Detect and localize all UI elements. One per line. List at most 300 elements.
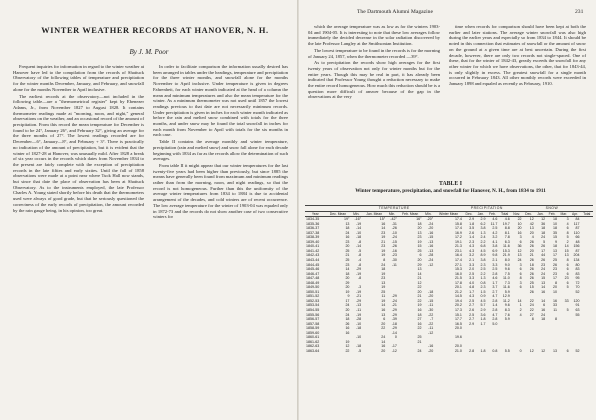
table-cell: -24 (391, 235, 397, 240)
table-cell: 11 (381, 294, 386, 299)
table-cell: 26 (345, 321, 350, 326)
table-cell: 24 (345, 230, 350, 235)
table-cell: 4.8 (469, 285, 475, 290)
table-column-header: Winter Mean (434, 211, 463, 217)
table-cell: 1840-41 (306, 244, 320, 249)
table-cell: 8 (566, 258, 569, 263)
table-cell: 2.5 (480, 267, 486, 272)
table-cell: 21 (417, 339, 422, 344)
table-cell: 14 (517, 298, 522, 303)
table-cell: 36 (541, 221, 546, 226)
table-cell: 9.6 (504, 267, 510, 272)
table-cell: 16.0 (454, 271, 462, 276)
table-cell: 2.5 (469, 298, 475, 303)
table-cell: -22 (428, 312, 434, 317)
right-column-2 (449, 24, 586, 88)
table-cell: 0 (519, 348, 522, 353)
table-cell: 8 (519, 276, 522, 281)
table-cell: 9.8 (492, 253, 498, 258)
table-cell: 21.5 (454, 276, 462, 281)
table-column-header: Min. (423, 211, 435, 217)
table-cell: 2.3 (469, 239, 475, 244)
table-cell: 24 (541, 312, 546, 317)
table-cell: 2 (566, 239, 569, 244)
table-cell: 19 (381, 248, 386, 253)
table-cell: 20 (417, 258, 422, 263)
table-cell: 23 (381, 244, 386, 249)
table-cell: 8 (383, 258, 386, 263)
table-cell: 21 (381, 239, 386, 244)
table-cell: 1856-57 (306, 317, 320, 322)
table-column-header: Dec. Mean (326, 211, 351, 217)
table-cell: 16 (417, 308, 422, 313)
table-cell: 16.4 (454, 253, 462, 258)
table-cell: 24 (529, 303, 534, 308)
paragraph: The lowest temperature to be found in the records is for the morning of January 24, 1857, when the thermometer recorded —39°. (308, 47, 440, 59)
table-cell: 19 (381, 271, 386, 276)
table-cell: 13 (517, 253, 522, 258)
table-cell: 26 (529, 258, 534, 263)
table-cell: 16 (381, 221, 386, 226)
table-cell: 2.5 (469, 312, 475, 317)
table-cell: 25 (381, 289, 386, 294)
right-page (299, 0, 596, 420)
table-cell: 13 (529, 226, 534, 231)
table-cell: 20 (381, 348, 386, 353)
table-cell: -30 (428, 308, 434, 313)
table-cell: 7.6 (504, 312, 510, 317)
table-cell: 15.3 (502, 248, 510, 253)
table-cell: -29 (355, 298, 362, 303)
table-cell: 6 (566, 226, 569, 231)
table-cell: 18 (417, 221, 422, 226)
table-cell: 4.6 (492, 217, 498, 222)
table-cell: -16 (428, 230, 434, 235)
table-cell: 11 (553, 308, 557, 313)
table-cell: 16 (381, 344, 386, 349)
table-cell: 0 (394, 335, 397, 340)
table-cell: 15.3 (454, 267, 462, 272)
table-cell: 24 (541, 235, 546, 240)
table-cell: 7.3 (504, 280, 510, 285)
table-cell: 26 (541, 258, 546, 263)
table-cell: 1861-62 (306, 339, 320, 344)
table-cell: 6 (566, 348, 569, 353)
table-cell: 24 (345, 312, 350, 317)
table-cell: 17 (541, 248, 546, 253)
table-cell: 2.5 (492, 267, 498, 272)
table-cell: 8.8 (504, 226, 510, 231)
table-cell: 2.8 (492, 317, 498, 322)
table-cell: 20 (345, 244, 350, 249)
table-cell: 1858-59 (306, 326, 320, 331)
table-cell: 20 (417, 226, 422, 231)
table-cell: 16.5 (454, 321, 462, 326)
table-cell: 22 (417, 326, 422, 331)
table-cell: 11.0 (503, 276, 510, 281)
table-cell: -19 (355, 221, 362, 226)
table-cell: 55 (575, 312, 580, 317)
table-cell: 16 (541, 289, 546, 294)
table-cell: 8 (531, 317, 534, 322)
table-cell: 8.0 (504, 258, 510, 263)
table-cell: 66 (575, 235, 580, 240)
table-cell: -18 (355, 235, 362, 240)
table-column-header: Year (305, 211, 326, 217)
table-cell: 3.8 (480, 226, 486, 231)
table-cell: 12 (345, 344, 350, 349)
table-cell: 72 (575, 280, 580, 285)
table-cell: 15 (552, 235, 557, 240)
table-cell: -8 (357, 262, 362, 267)
table-cell: 17 (345, 298, 350, 303)
table-cell: 3.8 (480, 258, 486, 263)
table-cell: 5.0 (492, 321, 498, 326)
table-column-header: Jan. (475, 211, 486, 217)
table-cell: 3.8 (492, 244, 498, 249)
table-cell: 110 (573, 230, 580, 235)
table-cell: 3 (566, 217, 569, 222)
table-cell: 12 (541, 348, 546, 353)
table-cell: 1847-48 (306, 276, 320, 281)
table-cell: 22 (381, 326, 386, 331)
table-cell: 83 (575, 271, 580, 276)
table-column-header: Dec. (523, 211, 535, 217)
table-cell: -31 (391, 221, 397, 226)
table-cell: 6.3 (504, 239, 510, 244)
paragraph: Table II contains the average monthly and winter temperature, precipitation (rain and melted snow) and snow fall alone for each decade beginning with 1834 as far as the records allow the determination of such averages. (153, 139, 288, 162)
table-cell: 14 (345, 267, 350, 272)
table-cell: 13 (381, 280, 386, 285)
table-cell: -18 (428, 289, 434, 294)
table-cell: 2.1 (469, 258, 475, 263)
table-cell: -30 (391, 258, 397, 263)
table-cell: -12 (391, 348, 397, 353)
table-cell: -20 (428, 294, 434, 299)
table-cell: 6 (566, 267, 569, 272)
table-cell: 1851-52 (306, 294, 320, 299)
table-cell: 1841-42 (306, 248, 320, 253)
table-cell: 21.9 (502, 253, 510, 258)
table-cell: 10 (552, 289, 557, 294)
table-cell: 6 (419, 253, 422, 258)
table-cell: 21 (417, 294, 422, 299)
table-cell: -15 (428, 298, 434, 303)
table-cell: 4.7 (492, 294, 498, 299)
weather-table (305, 205, 593, 354)
table-cell: 20.0 (454, 344, 462, 349)
table-cell: 6.9 (492, 248, 498, 253)
table-cell: 2.2 (480, 239, 486, 244)
table-cell: -24 (391, 298, 397, 303)
table-cell: 4.7 (492, 312, 498, 317)
table-cell: -21 (391, 303, 397, 308)
table-cell: 2.5 (492, 226, 498, 231)
table-cell: 4 (566, 221, 569, 226)
table-cell: 29 (345, 280, 350, 285)
table-cell: 2.7 (469, 317, 475, 322)
table-cell: 23 (552, 267, 557, 272)
table-cell: 25 (417, 248, 422, 253)
table-cell: 7.5 (504, 271, 510, 276)
table-cell: 4.5 (480, 298, 486, 303)
table-cell: 1846-47 (306, 271, 320, 276)
table-cell: 1850-51 (306, 289, 320, 294)
table-cell: 16 (345, 326, 350, 331)
table-cell: 18 (552, 217, 557, 222)
table-cell: 6.2 (480, 221, 486, 226)
table-column-header: Feb. (486, 211, 498, 217)
table-cell: 23 (564, 276, 569, 281)
table-cell: 3.3 (492, 262, 498, 267)
table-cell: 14 (541, 285, 546, 290)
table-cell: 4.3 (469, 244, 475, 249)
table-cell: -16 (391, 248, 397, 253)
table-cell: 26 (529, 271, 534, 276)
paragraph: Frequent inquiries for information in regard to the winter weather at Hanover have led to the compilation from the records of Shattuck Observatory of the following tables of temperature and precipitation for the winter months December, January, and February, and snowfall alone for the months November to April inclusive. (13, 64, 145, 92)
table-cell: 8.9 (480, 253, 486, 258)
table-cell: -13 (428, 248, 434, 253)
table-cell: 1859-60 (306, 330, 320, 335)
table-cell: 19.1 (454, 239, 462, 244)
table-cell: 20 (381, 321, 386, 326)
table-cell: 15.1 (454, 312, 462, 317)
table-cell: 1849-50 (306, 285, 320, 290)
table-column-header: Total (498, 211, 510, 217)
table-cell: 3.2 (492, 235, 498, 240)
table-cell: 33 (564, 298, 569, 303)
table-cell: 19 (345, 339, 350, 344)
table-cell: 22 (517, 217, 522, 222)
table-cell: 18 (345, 226, 350, 231)
table-cell: 25 (345, 248, 350, 253)
table-column-header: Jan. Mean (362, 211, 386, 217)
table-cell: -7 (430, 317, 434, 322)
table-column-header: Total (580, 211, 593, 217)
table-cell: -14 (391, 330, 397, 335)
table-cell: 20.2 (454, 303, 462, 308)
table-cell: 4 (531, 235, 534, 240)
table-cell: -39 (391, 317, 397, 322)
table-cell: 27 (417, 317, 422, 322)
table-cell: 18 (345, 317, 350, 322)
table-cell: 24 (541, 267, 546, 272)
table-cell: 5 (566, 235, 569, 240)
table-cell: -26 (391, 244, 397, 249)
table-cell: 12 (529, 217, 534, 222)
table-cell: 17.3 (454, 308, 462, 313)
table-cell: 8.1 (504, 230, 510, 235)
table-cell: 19 (381, 235, 386, 240)
table-cell: 2.8 (469, 348, 475, 353)
table-cell: -22 (428, 321, 434, 326)
table-cell: 20 (417, 289, 422, 294)
table-cell: 14 (381, 303, 386, 308)
table-cell: 24 (541, 271, 546, 276)
table-cell: -29 (391, 326, 397, 331)
table-cell: 2.9 (480, 308, 486, 313)
table-cell: 25 (417, 335, 422, 340)
table-cell: 25 (529, 280, 534, 285)
table-cell: 0.8 (492, 348, 498, 353)
table-cell: 25 (345, 258, 350, 263)
table-cell: 26 (529, 276, 534, 281)
table-cell: -13 (355, 303, 362, 308)
table-cell: 35 (552, 230, 557, 235)
table-cell: 3 (519, 280, 522, 285)
table-cell: 2.3 (480, 285, 486, 290)
table-cell: -19 (355, 289, 362, 294)
table-cell: 1.4 (469, 235, 475, 240)
table-cell: 22 (417, 298, 422, 303)
table-cell: 6 (543, 303, 546, 308)
table-cell: 156 (573, 244, 580, 249)
table-cell: 2.9 (480, 217, 486, 222)
table-column-header: Feb. (546, 211, 558, 217)
table-cell: 26 (529, 239, 534, 244)
table-cell: -4 (357, 258, 362, 263)
table-cell: 20.1 (454, 285, 462, 290)
table-cell: 1 (519, 303, 522, 308)
table-cell: 23 (417, 235, 422, 240)
table-column-header: Apr. (570, 211, 581, 217)
table-cell: 2.6 (469, 308, 475, 313)
table-cell: 48 (575, 239, 580, 244)
table-cell: -14 (355, 244, 362, 249)
table-cell: 17.2 (454, 235, 462, 240)
table-cell: 11.6 (503, 244, 510, 249)
table-cell: 5 (566, 308, 569, 313)
table-cell: -28 (355, 317, 362, 322)
table-cell: 8.3 (504, 308, 510, 313)
table-cell: 1.5 (480, 289, 486, 294)
table-cell: 12 (517, 248, 522, 253)
table-cell: -18 (355, 344, 362, 349)
table-cell: 23 (552, 271, 557, 276)
table-column-header: Min. (386, 211, 398, 217)
table-cell: -11 (356, 308, 362, 313)
table-cell: 16 (552, 298, 557, 303)
table-cell: 13 (345, 221, 350, 226)
table-cell: 4.3 (469, 294, 475, 299)
table-cell: 21.2 (454, 289, 462, 294)
table-cell: 1.8 (480, 348, 486, 353)
table-cell: -10 (391, 230, 397, 235)
table-cell: 19.7 (502, 221, 510, 226)
table-cell: 19 (417, 239, 422, 244)
table-cell: 17.4 (454, 217, 462, 222)
table-cell: 6 (383, 317, 386, 322)
table-cell: 95 (575, 276, 580, 281)
table-cell: 4.3 (469, 248, 475, 253)
page-number: 231 (575, 9, 584, 15)
table-cell: 1.8 (469, 221, 475, 226)
table-cell: 14.5 (454, 294, 462, 299)
table-cell: 21 (529, 253, 534, 258)
table-cell: 19° (344, 217, 350, 222)
table-body (305, 217, 593, 354)
table-cell: -10 (355, 230, 362, 235)
table-cell: -21 (355, 294, 362, 299)
table-cell: 5.9 (504, 317, 510, 322)
table-group-header: PRECIPITATION (463, 206, 511, 212)
table-cell: 21 (345, 253, 350, 258)
table-cell: 12 (529, 348, 534, 353)
table-cell: 27 (529, 312, 534, 317)
table-cell: 2.7 (492, 289, 498, 294)
table-cell: -15 (428, 235, 434, 240)
table-cell: 20 (529, 248, 534, 253)
table-cell: 1843-44 (306, 258, 320, 263)
table-cell: 17 (552, 253, 557, 258)
table-cell: -12 (428, 262, 434, 267)
table-cell: 6 (519, 285, 522, 290)
table-cell: 15° (379, 217, 386, 222)
table-cell: 18 (381, 267, 386, 272)
paragraph: which the average temperature was as low as for the winters 1903-04 and 1904-05. It is interesting to note that these low averages follow immediately the decided decrease in the solar radiation discovered by the late Professor Langley at the Smithsonian Institution. (308, 24, 440, 47)
author-byline: By J. M. Poor (129, 48, 169, 56)
table-cell: -24 (428, 258, 434, 263)
table-cell: 13 (564, 253, 569, 258)
table-cell: 4.1 (492, 239, 498, 244)
table-cell: 20 (345, 285, 350, 290)
table-cell: 26 (529, 267, 534, 272)
table-cell: 1.7 (492, 280, 498, 285)
table-cell: 33 (552, 303, 557, 308)
table-cell: 18 (552, 226, 557, 231)
table-cell: 6 (566, 280, 569, 285)
table-cell: 91 (575, 303, 580, 308)
table-cell: 1838-39 (306, 235, 320, 240)
table-cell: 1862-63 (306, 344, 320, 349)
table-cell: -29 (391, 294, 397, 299)
table-cell: 5.7 (480, 303, 486, 308)
table-cell: 42 (529, 221, 534, 226)
table-cell: 1.3 (480, 276, 486, 281)
table-group-header: SNOW (511, 206, 593, 212)
table-cell: 2.1 (492, 258, 498, 263)
table-cell: -26 (391, 226, 397, 231)
table-cell: 1855-56 (306, 312, 320, 317)
table-cell: 3.7 (492, 285, 498, 290)
table-column-header: Nov. (511, 211, 523, 217)
table-cell: 22 (345, 348, 350, 353)
left-column-1 (13, 64, 144, 214)
table-cell: 134 (573, 258, 580, 263)
table-cell: -20 (428, 226, 434, 231)
table-cell: 44 (541, 253, 546, 258)
table-cell: 14 (564, 244, 569, 249)
table-cell: 14 (381, 226, 386, 231)
table-cell: 21.3 (454, 244, 462, 249)
table-cell: 15 (417, 244, 422, 249)
table-cell: 2.3 (480, 262, 486, 267)
table-cell: 1837-38 (306, 230, 320, 235)
article-title: WINTER WEATHER RECORDS AT HANOVER, N. H. (41, 26, 269, 35)
table-cell: 1852-53 (306, 298, 320, 303)
table-cell: -16° (354, 217, 362, 222)
table-cell: 1.7 (480, 321, 486, 326)
table-cell: 1839-40 (306, 239, 320, 244)
table-cell: 117 (573, 221, 580, 226)
table-cell: 80 (575, 262, 580, 267)
table-cell: 4.0 (469, 280, 475, 285)
table-column-header: Feb. Mean (398, 211, 423, 217)
table-cell: 23 (345, 239, 350, 244)
table-cell: 23.1 (454, 248, 462, 253)
table-cell: 2.8 (492, 308, 498, 313)
table-cell: 24 (417, 348, 422, 353)
